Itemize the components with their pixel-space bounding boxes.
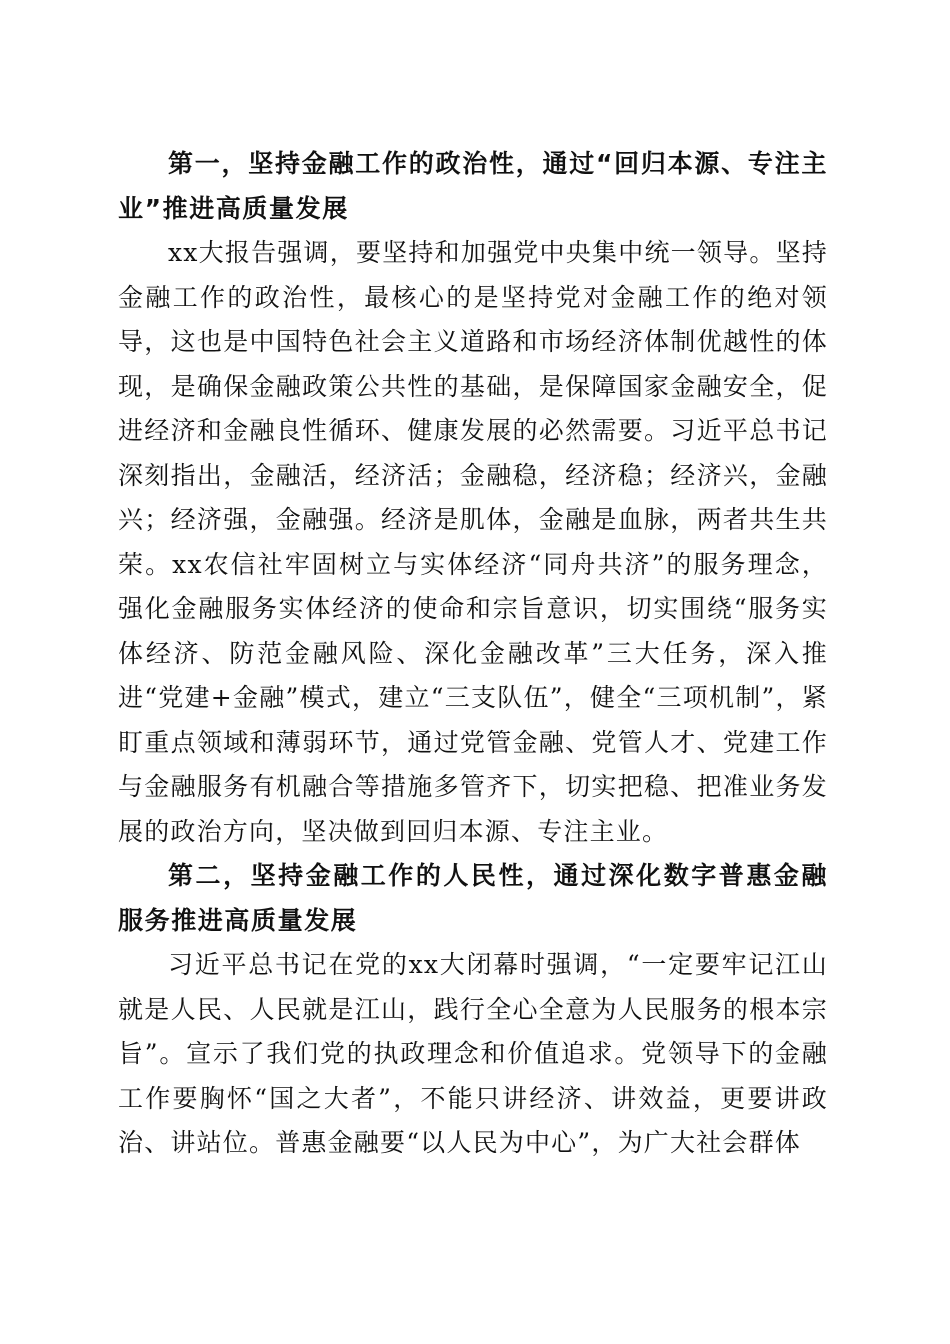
section-heading-1: 第一，坚持金融工作的政治性，通过“回归本源、专注主业”推进高质量发展 [118,149,828,223]
body-paragraph-1: xx大报告强调，要坚持和加强党中央集中统一领导。坚持金融工作的政治性，最核心的是坚持党对金融工作的绝对领导，这也是中国特色社会主义道路和市场经济体制优越性的体现，是确保金融政策公共性的基础，是保障国家金融安全，促进经济和金融良性循环、健康发展的必然需要。习近平总书记深刻指出，金融活，经济活；金融稳，经济稳；经济兴，金融兴；经济强，金融强。经济是肌体，金融是血脉，两者共生共荣。xx农信社牢固树立与实体经济“同舟共济”的服务理念，强化金融服务实体经济的使命和宗旨意识，切实围绕“服务实体经济、防范金融风险、深化金融改革”三大任务，深入推进“党建+金融”模式，建立“三支队伍”，健全“三项机制”，紧盯重点领域和薄弱环节，通过党管金融、党管人才、党建工作与金融服务有机融合等措施多管齐下，切实把稳、把准业务发展的政治方向，坚决做到回归本源、专注主业。 [118,238,828,846]
document-body [118,142,828,1166]
body-paragraph-2: 习近平总书记在党的xx大闭幕时强调，“一定要牢记江山就是人民、人民就是江山，践行全心全意为人民服务的根本宗旨”。宣示了我们党的执政理念和价值追求。党领导下的金融工作要胸怀“国之大者”，不能只讲经济、讲效益，更要讲政治、讲站位。普惠金融要“以人民为中心”，为广大社会群体 [118,950,828,1157]
section-heading-2: 第二，坚持金融工作的人民性，通过深化数字普惠金融服务推进高质量发展 [118,861,828,935]
